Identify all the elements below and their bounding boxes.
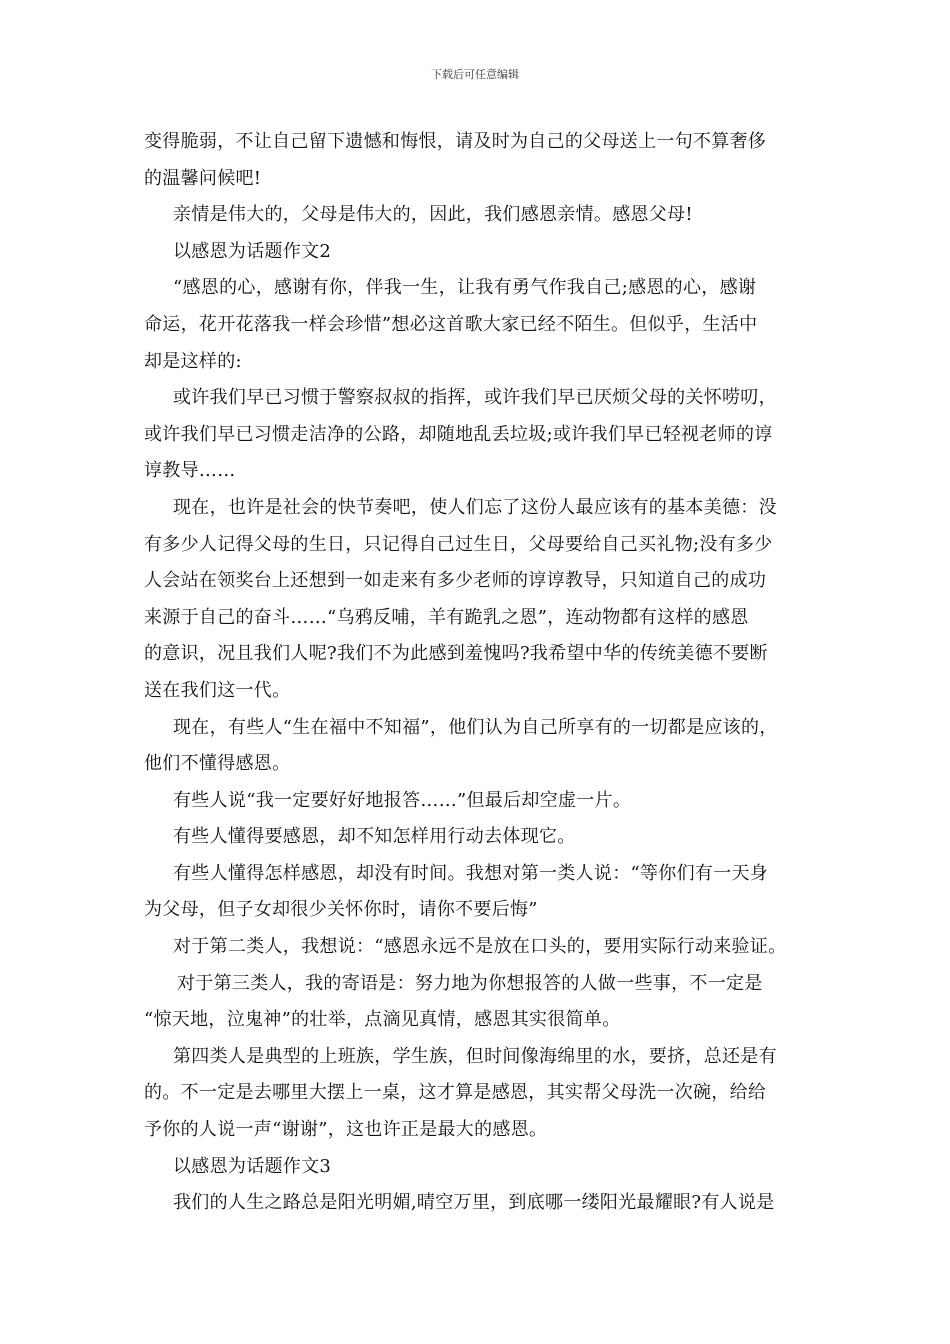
text-line: 的。不一定是去哪里大摆上一桌，这才算是感恩，其实帮父母洗一次碗，给给 xyxy=(144,1082,767,1104)
text-line: 人会站在领奖台上还想到一如走来有多少老师的谆谆教导，只知道自己的成功 xyxy=(144,570,767,592)
text-line: 予你的人说一声“谢谢”，这也许正是最大的感恩。 xyxy=(144,1119,548,1141)
section-heading: 以感恩为话题作文2 xyxy=(173,240,332,262)
text-line: 的意识，况且我们人呢?我们不为此感到羞愧吗?我希望中华的传统美德不要断 xyxy=(144,643,768,665)
text-line: 有些人说“我一定要好好地报答……”但最后却空虚一片。 xyxy=(173,789,632,811)
document-body xyxy=(144,124,820,1222)
text-line: “惊天地，泣鬼神”的壮举，点滴见真情，感恩其实很简单。 xyxy=(144,1009,621,1031)
text-line: 有多少人记得父母的生日，只记得自己过生日，父母要给自己买礼物;没有多少 xyxy=(144,533,773,555)
text-line: 谆教导…… xyxy=(144,460,236,482)
text-line: 为父母，但子女却很少关怀你时，请你不要后悔” xyxy=(144,899,538,921)
text-line: 有些人懂得要感恩，却不知怎样用行动去体现它。 xyxy=(173,826,576,848)
text-line: 变得脆弱，不让自己留下遗憾和悔恨，请及时为自己的父母送上一句不算奢侈 xyxy=(144,131,767,152)
text-line: 的温馨问候吧! xyxy=(144,167,262,189)
text-line: 对于第二类人，我想说：“感恩永远不是放在口头的，要用实际行动来验证。 xyxy=(173,936,787,958)
text-line: 现在，有些人“生在福中不知福”，他们认为自己所享有的一切都是应该的， xyxy=(173,716,778,738)
text-line: 他们不懂得感恩。 xyxy=(144,753,291,775)
text-line: 送在我们这一代。 xyxy=(144,679,291,701)
text-line: 有些人懂得怎样感恩，却没有时间。我想对第一类人说：“等你们有一天身 xyxy=(173,862,769,884)
text-line: 却是这样的: xyxy=(144,350,242,372)
page-header-note: 下载后可任意编辑 xyxy=(431,68,519,81)
text-line: 亲情是伟大的，父母是伟大的，因此，我们感恩亲情。感恩父母! xyxy=(173,204,693,226)
text-line: 来源于自己的奋斗……“乌鸦反哺，羊有跪乳之恩”，连动物都有这样的感恩 xyxy=(144,606,749,628)
text-line: 对于第三类人，我的寄语是：努力地为你想报答的人做一些事，不一定是 xyxy=(177,972,763,994)
text-line: 第四类人是典型的上班族，学生族，但时间像海绵里的水，要挤，总还是有 xyxy=(173,1045,777,1067)
text-line: 或许我们早已习惯于警察叔叔的指挥，或许我们早已厌烦父母的关怀唠叨， xyxy=(173,387,777,409)
text-line: 现在，也许是社会的快节奏吧，使人们忘了这份人最应该有的基本美德：没 xyxy=(173,496,777,518)
text-line: 我们的人生之路总是阳光明媚,晴空万里，到底哪一缕阳光最耀眼?有人说是 xyxy=(173,1192,775,1214)
text-line: 或许我们早已习惯走洁净的公路，却随地乱丢垃圾;或许我们早已轻视老师的谆 xyxy=(144,423,773,445)
text-line: “感恩的心，感谢有你，伴我一生，让我有勇气作我自己;感恩的心，感谢 xyxy=(173,277,757,299)
section-heading: 以感恩为话题作文3 xyxy=(173,1155,332,1177)
text-line: 命运，花开花落我一样会珍惜”想必这首歌大家已经不陌生。但似乎，生活中 xyxy=(144,313,758,335)
